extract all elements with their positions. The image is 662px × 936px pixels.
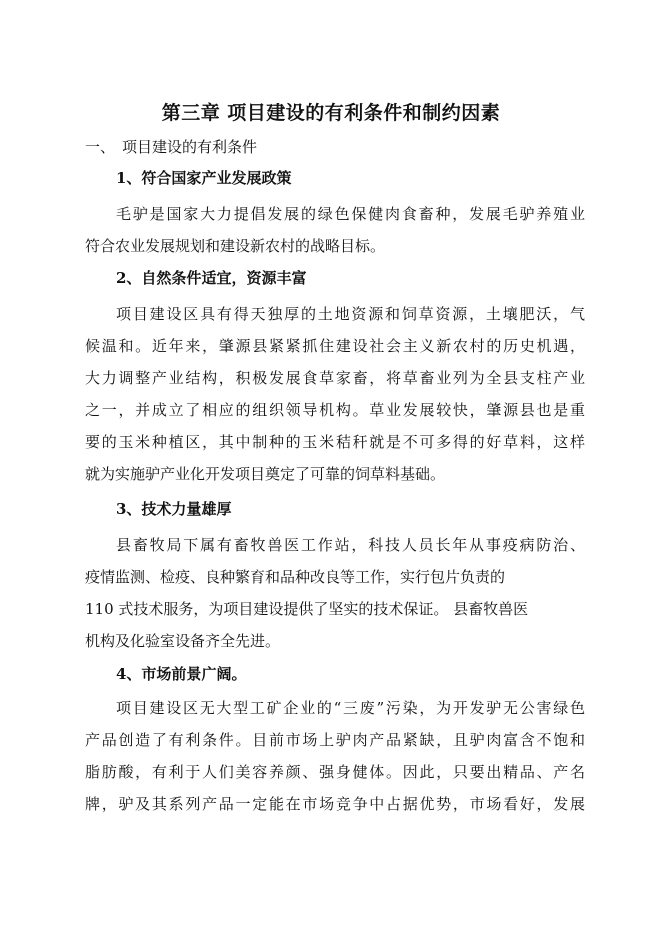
- paragraph-line: 110 式技术服务，为项目建设提供了坚实的技术保证。 县畜牧兽医: [85, 600, 529, 618]
- paragraph-2: [85, 304, 585, 496]
- subsection-heading-3: 3、技术力量雄厚: [116, 500, 232, 518]
- paragraph-line: 县畜牧局下属有畜牧兽医工作站，科技人员长年从事疫病防治、: [116, 536, 585, 554]
- paragraph-line: 项目建设区无大型工矿企业的“三废”污染，为开发驴无公害绿色: [116, 699, 585, 717]
- section-title: 项目建设的有利条件: [122, 138, 258, 156]
- paragraph-4: [85, 698, 585, 826]
- paragraph-line: 机构及化验室设备齐全先进。: [85, 632, 281, 650]
- paragraph-line: 要的玉米种植区，其中制种的玉米秸秆就是不可多得的好草料，这样: [85, 433, 585, 451]
- subsection-heading-2: 2、自然条件适宜，资源丰富: [116, 269, 307, 287]
- paragraph-line: 候温和。近年来，肇源县紧紧抓住建设社会主义新农村的历史机遇，: [85, 337, 585, 355]
- paragraph-line: 毛驴是国家大力提倡发展的绿色保健肉食畜种，发展毛驴养殖业: [116, 205, 585, 223]
- paragraph-line: 牌，驴及其系列产品一定能在市场竞争中占据优势，市场看好，发展: [85, 795, 585, 813]
- paragraph-3: [85, 535, 585, 663]
- paragraph-line: 产品创造了有利条件。目前市场上驴肉产品紧缺，且驴肉富含不饱和: [85, 731, 585, 749]
- subsection-heading-4: 4、市场前景广阔。: [116, 665, 247, 683]
- paragraph-1: [85, 204, 585, 268]
- chapter-title: 第三章 项目建设的有利条件和制约因素: [161, 102, 501, 124]
- paragraph-line: 项目建设区具有得天独厚的土地资源和饲草资源，土壤肥沃，气: [116, 305, 585, 323]
- paragraph-line: 脂肪酸，有利于人们美容养颜、强身健体。因此，只要出精品、产名: [85, 763, 585, 781]
- paragraph-line: 符合农业发展规划和建设新农村的战略目标。: [85, 237, 386, 255]
- subsection-heading-1: 1、符合国家产业发展政策: [116, 169, 292, 187]
- section-heading: [85, 137, 257, 157]
- paragraph-line: 之一，并成立了相应的组织领导机构。草业发展较快，肇源县也是重: [85, 401, 585, 419]
- paragraph-line: 疫情监测、检疫、良种繁育和品种改良等工作，实行包片负责的: [85, 568, 506, 586]
- paragraph-line: 大力调整产业结构，积极发展食草家畜，将草畜业列为全县支柱产业: [85, 369, 585, 387]
- section-number: 一、: [85, 138, 116, 156]
- paragraph-line: 就为实施驴产业化开发项目奠定了可靠的饲草料基础。: [85, 465, 446, 483]
